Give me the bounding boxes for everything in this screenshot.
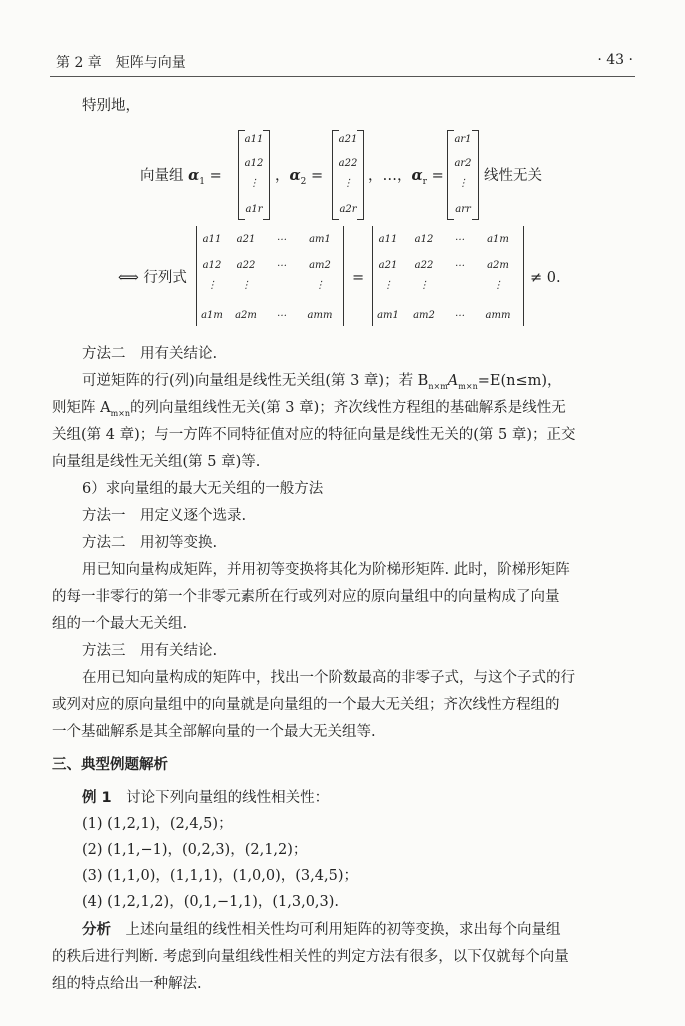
body-line: 向量组是线性无关组(第 5 章)等. bbox=[52, 454, 261, 470]
analysis-line: 的秩后进行判断. 考虑到向量组线性相关性的判定方法有很多，以下仅就每个向量 bbox=[52, 949, 569, 965]
example-title: 例 1 讨论下列向量组的线性相关性： bbox=[82, 790, 330, 806]
vector-a2-label: ，$\alpha_2$ = bbox=[275, 167, 324, 187]
body-line: 的每一非零行的第一个非零元素所在行或列对应的原向量组中的向量构成了向量 bbox=[52, 589, 560, 605]
method-three-heading: 方法三 用有关结论. bbox=[82, 643, 218, 659]
body-line: 可逆矩阵的行(列)向量组是线性无关组(第 3 章)；若 $B_{n\times m}A_{m\times n}=E(n\le m)$， bbox=[82, 373, 562, 391]
det-equals: = bbox=[352, 270, 365, 286]
analysis-line: 分析 上述向量组的线性相关性均可利用矩阵的初等变换，求出每个向量组 bbox=[82, 922, 561, 938]
method-two-heading-2: 方法二 用初等变换. bbox=[82, 535, 218, 551]
vector-a2: a21 a22 ⋮ a2r bbox=[332, 130, 364, 220]
body-line: 或列对应的原向量组中的向量就是向量组的一个最大无关组；齐次线性方程组的 bbox=[52, 697, 560, 713]
body-line: 在用已知向量构成的矩阵中，找出一个阶数最高的非零子式，与这个子式的行 bbox=[82, 670, 575, 686]
body-line: 一个基础解系是其全部解向量的一个最大无关组等. bbox=[52, 724, 376, 740]
method-one-heading: 方法一 用定义逐个选录. bbox=[82, 508, 247, 524]
det-not-zero: ≠ 0. bbox=[530, 270, 561, 286]
vector-ar-label: ，…，$\alpha_r$ = bbox=[368, 167, 444, 187]
body-line: 用已知向量构成矩阵，并用初等变换将其化为阶梯形矩阵. 此时，阶梯形矩阵 bbox=[82, 562, 570, 578]
determinant-2: a11 a12 … a1m a21 a22 … a2m ⋮ ⋮ ⋮ am1 am2 … amm bbox=[372, 226, 524, 326]
analysis-line: 组的特点给出一种解法. bbox=[52, 976, 202, 992]
example-item: (4) (1,2,1,2)，(0,1,−1,1)，(1,3,0,3). bbox=[82, 894, 340, 910]
section-title: 三、典型例题解析 bbox=[52, 757, 168, 773]
page-number: · 43 · bbox=[597, 52, 633, 68]
body-line: 关组(第 4 章)；与一方阵不同特征值对应的特征向量是线性无关的(第 5 章)；正交 bbox=[52, 427, 576, 443]
det-label: ⟺ 行列式 bbox=[118, 270, 187, 286]
linearly-independent-text: 线性无关 bbox=[484, 168, 542, 184]
method-two-heading: 方法二 用有关结论. bbox=[82, 346, 218, 362]
body-line: 则矩阵 $A_{m\times n}$的列向量组线性无关(第 3 章)；齐次线性方程组的基础解系是线性无 bbox=[52, 400, 566, 418]
vector-a1: a11 a12 ⋮ a1r bbox=[238, 130, 270, 220]
vector-group-label: 向量组 $\alpha_1$ = bbox=[140, 167, 222, 187]
body-line: 组的一个最大无关组. bbox=[52, 616, 188, 632]
example-item: (3) (1,1,0)，(1,1,1)，(1,0,0)，(3,4,5)； bbox=[82, 868, 358, 884]
subsection-heading: 6）求向量组的最大无关组的一般方法 bbox=[82, 481, 324, 497]
example-item: (2) (1,1,−1)，(0,2,3)，(2,1,2)； bbox=[82, 842, 308, 858]
intro-text: 特别地， bbox=[82, 98, 140, 114]
page-header bbox=[50, 50, 635, 77]
vector-ar: ar1 ar2 ⋮ arr bbox=[447, 130, 479, 220]
chapter-title: 第 2 章 矩阵与向量 bbox=[56, 55, 186, 71]
example-item: (1) (1,2,1)，(2,4,5)； bbox=[82, 816, 233, 832]
determinant-1: a11 a21 … am1 a12 a22 … am2 ⋮ ⋮ ⋮ a1m a2m … amm bbox=[196, 226, 344, 326]
